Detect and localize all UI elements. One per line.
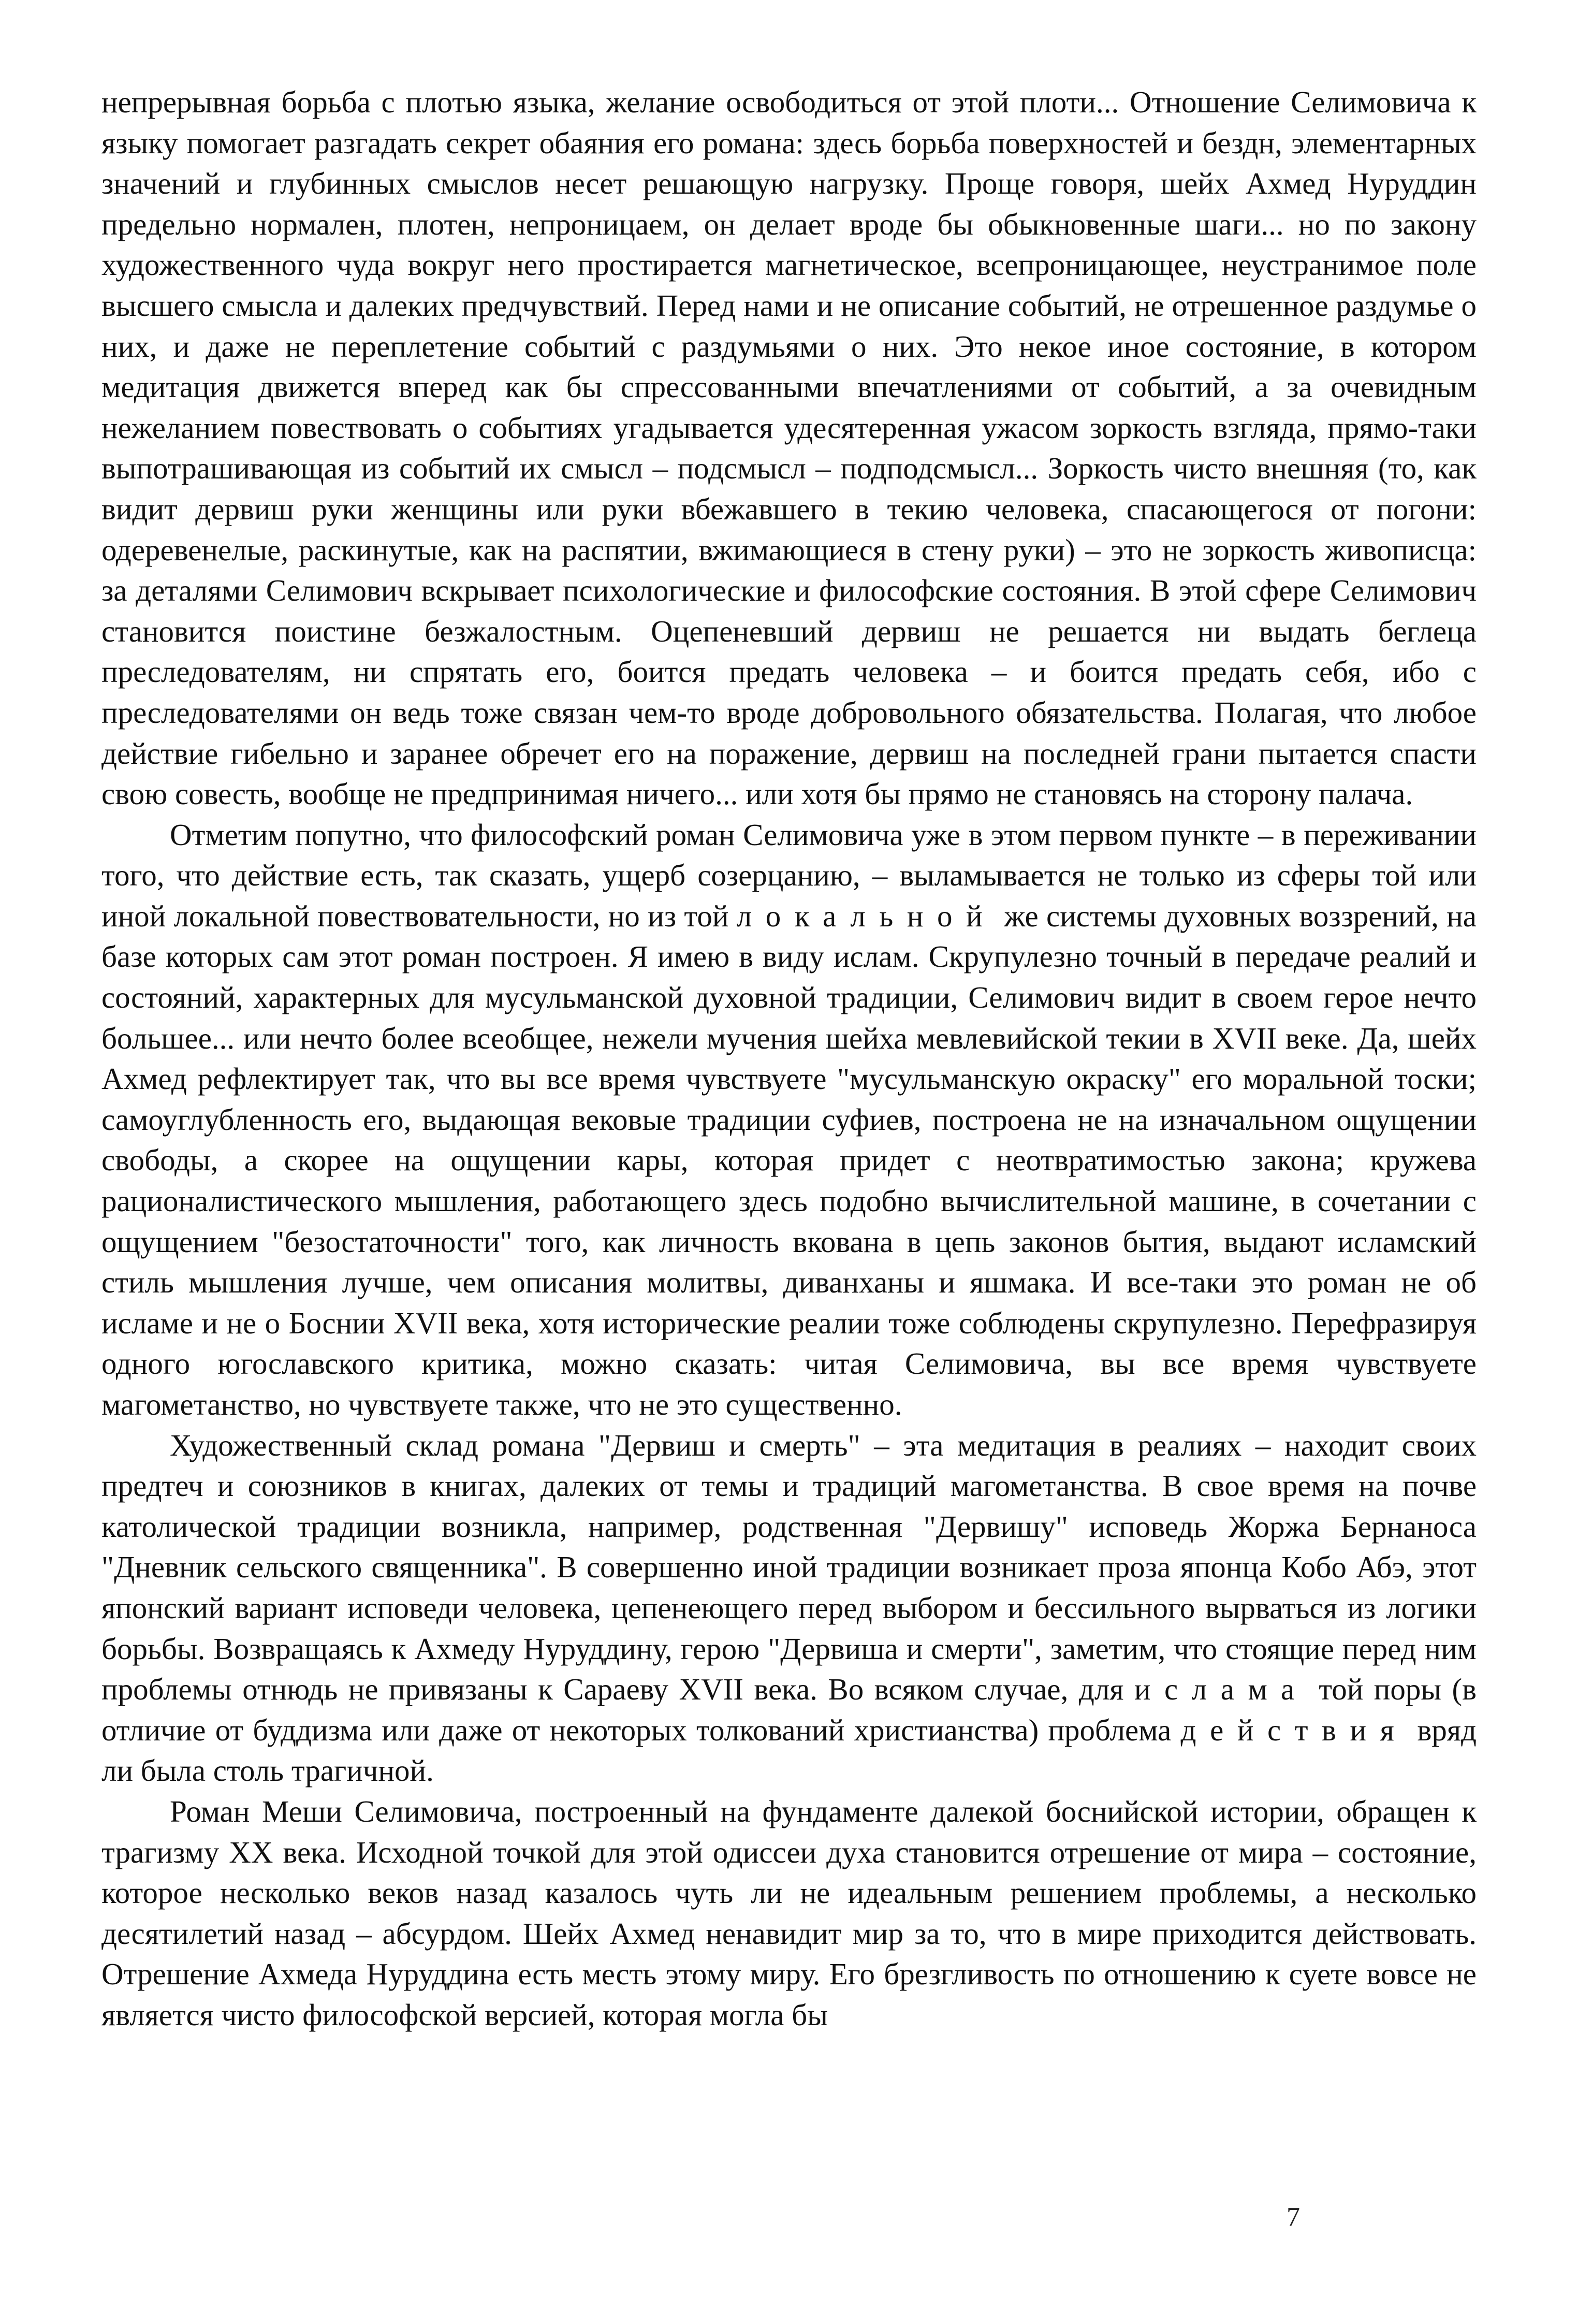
paragraph-1-text: непрерывная борьба с плотью языка, желание освободиться от этой плоти... Отношение Селимовича к языку помогает разгадать секрет обаяния его романа: здесь борьба поверхностей и бездн, элементарных значений и глубинных смыслов несет решающую нагрузку. Проще говоря, шейх Ахмед Нуруддин предельно нормален, плотен, непроницаем, он делает вроде бы обыкновенные шаги... но по закону художественного чуда вокруг него простирается магнетическое, всепроницающее, неустранимое поле высшего смысла и далеких предчувствий. Перед нами и не описание событий, не отрешенное раздумье о них, и даже не переплетение событий с раздумьями о них. Это некое иное состояние, в котором медитация движется вперед как бы спрессованными впечатлениями от событий, а за очевидным нежеланием повествовать о событиях угадывается удесятеренная ужасом зоркость взгляда, прямо-таки выпотрашивающая из событий их смысл – подсмысл – подподсмысл... Зоркость чисто внешняя (то, как видит дервиш руки женщины или руки вбежавшего в текию человека, спасающегося от погони: одеревенелые, раскинутые, как на распятии, вжимающиеся в стену руки) – это не зоркость живописца: за деталями Селимович вскрывает психологические и философские состояния. В этой сфере Селимович становится поистине безжалостным. Оцепеневший дервиш не решается ни выдать беглеца преследователям, ни спрятать его, боится предать человека – и боится предать себя, ибо с преследователями он ведь тоже связан чем-то вроде добровольного обязательства. Полагая, что любое действие гибельно и заранее обречет его на поражение, дервиш на последней грани пытается спасти свою совесть, вообще не предпринимая ничего... или хотя бы прямо не становясь на сторону палача.	[101, 85, 1477, 811]
paragraph-3	[101, 1425, 1477, 1791]
paragraph-2-text-end: же системы духовных воззрений, на базе которых сам этот роман построен. Я имею в виду ислам. Скрупулезно точный в передаче реалий и состояний, характерных для мусульманской духовной традиции, Селимович видит в своем герое нечто большее... или нечто более всеобщее, нежели мучения шейха мевлевийской текии в XVII веке. Да, шейх Ахмед рефлектирует так, что вы все время чувствуете "мусульманскую окраску" его моральной тоски; самоуглубленность его, выдающая вековые традиции суфиев, построена не на изначальном ощущении свободы, а скорее на ощущении кары, которая придет с неотвратимостью закона; кружева рационалистического мышления, работающего здесь подобно вычислительной машине, в сочетании с ощущением "безостаточности" того, как личность вкована в цепь законов бытия, выдают исламский стиль мышления лучше, чем описания молитвы, диванханы и яшмака. И все-таки это роман не об исламе и не о Боснии XVII века, хотя исторические реалии тоже соблюдены скрупулезно. Перефразируя одного югославского критика, можно сказать: читая Селимовича, вы все время чувствуете магометанство, но чувствуете также, что не это существенно.	[101, 898, 1477, 1421]
paragraph-3-text-end: вряд ли была столь трагичной.	[101, 1712, 1477, 1788]
paragraph-2-text-start: Отметим попутно, что философский роман Селимовича уже в этом первом пункте – в переживании того, что действие есть, так сказать, ущерб созерцанию, – выламывается не только из сферы той или иной локальной повествовательности, но из той	[101, 817, 1477, 933]
paragraph-4	[101, 1791, 1477, 2036]
spaced-emphasis-deystviya: действия	[1180, 1712, 1408, 1747]
paragraph-1	[101, 82, 1477, 815]
paragraph-3-text-start: Художественный склад романа "Дервиш и смерть" – эта медитация в реалиях – находит своих предтеч и союзников в книгах, далеких от темы и традиций магометанства. В свое время на почве католической традиции возникла, например, родственная "Дервишу" исповедь Жоржа Бернаноса "Дневник сельского священника". В совершенно иной традиции возникает проза японца Кобо Абэ, этот японский вариант исповеди человека, цепенеющего перед выбором и бессильного вырваться из логики борьбы. Возвращаясь к Ахмеду Нуруддину, герою "Дервиша и смерти", заметим, что стоящие перед ним проблемы отнюдь не привязаны к Сараеву XVII века. Во всяком случае, для	[101, 1428, 1477, 1707]
document-page	[101, 82, 1477, 2257]
paragraph-2	[101, 815, 1477, 1425]
paragraph-3-text-middle: той поры (в отличие от буддизма или даже от некоторых толкований христианства) проблема	[101, 1672, 1477, 1747]
page-number: 7	[1287, 2202, 1300, 2232]
spaced-emphasis-lokalnoy: локальной	[736, 898, 997, 933]
spaced-emphasis-islama: ислама	[1134, 1672, 1308, 1707]
paragraph-4-text: Роман Меши Селимовича, построенный на фундаменте далекой боснийской истории, обращен к трагизму XX века. Исходной точкой для этой одиссеи духа становится отрешение от мира – состояние, которое несколько веков назад казалось чуть ли не идеальным решением проблемы, а несколько десятилетий назад – абсурдом. Шейх Ахмед ненавидит мир за то, что в мире приходится действовать. Отрешение Ахмеда Нуруддина есть месть этому миру. Его брезгливость по отношению к суете вовсе не является чисто философской версией, которая могла бы	[101, 1794, 1477, 2032]
